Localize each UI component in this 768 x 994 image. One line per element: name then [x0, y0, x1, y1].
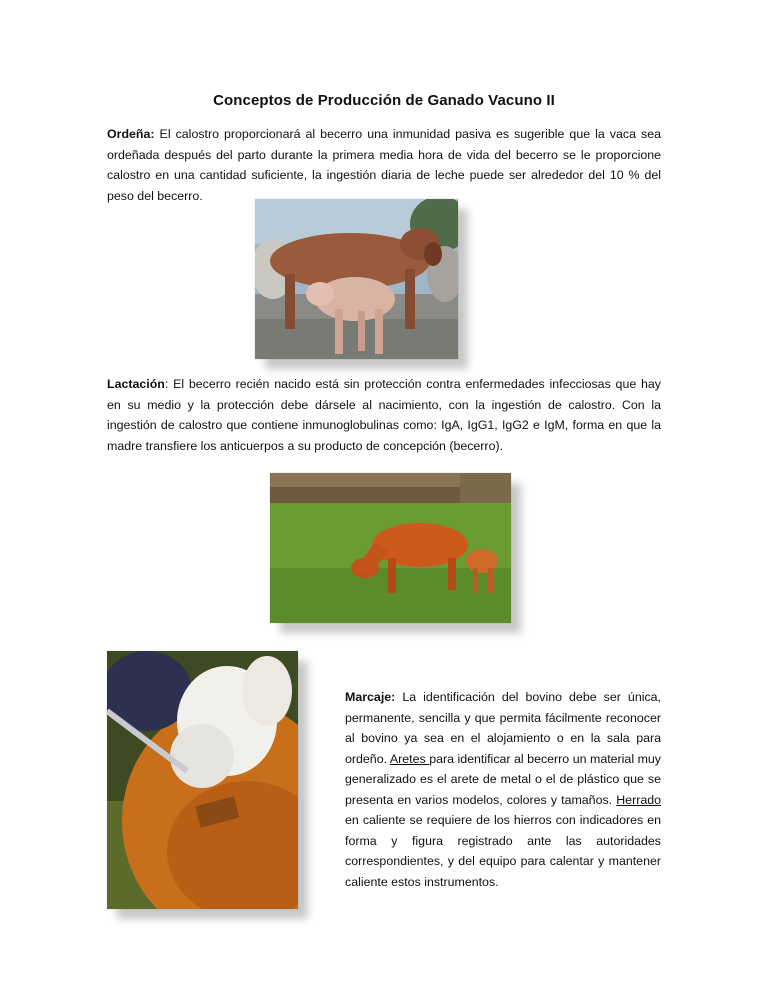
- cow-nursing-calf-photo: [255, 199, 458, 359]
- marcaje-text-3: en caliente se requiere de los hierros con indicadores en forma y figura registrado ante las autoridades correspondientes, y del equipo para calentar y mantener caliente estos instrumentos.: [345, 813, 661, 889]
- branding-calf-photo: [107, 651, 298, 909]
- marcaje-text-2: para identificar al becerro un material muy generalizado es el arete de metal o el de plástico que se presenta en varios modelos, colores y tamaños.: [345, 751, 661, 807]
- lactacion-paragraph: [107, 374, 661, 456]
- ordena-paragraph: [107, 124, 661, 206]
- herrado-term: Herrado: [616, 792, 661, 807]
- aretes-term: Aretes: [389, 751, 430, 766]
- marcaje-heading: Marcaje:: [345, 690, 396, 704]
- marcaje-paragraph: [345, 687, 661, 892]
- page-title: Conceptos de Producción de Ganado Vacuno II: [213, 92, 555, 109]
- lactacion-heading: Lactación: [107, 377, 165, 391]
- lactacion-text: : El becerro recién nacido está sin protección contra enfermedades infecciosas que hay en su medio y la protección debe dársele al nacimiento, con la ingestión de calostro. Con la ingestión de calostro que contiene inmunoglobulinas como: IgA, IgG1, IgG2 e IgM, forma en que la madre transfiere los anticuerpos a su producto de concepción (becerro).: [107, 377, 661, 453]
- ordena-text: El calostro proporcionará al becerro una inmunidad pasiva es sugerible que la vaca sea ordeñada después del parto durante la primera media hora de vida del becerro se le proporcione calostro en una cantidad suficiente, la ingestión diaria de leche puede ser alrededor del 10 % del peso del becerro.: [107, 127, 661, 203]
- cow-grazing-photo: [270, 473, 511, 623]
- ordena-heading: Ordeña:: [107, 127, 155, 141]
- marcaje-text-1: La identificación del bovino debe ser única, permanente, sencilla y que permita fácilmente reconocer al bovino ya sea en el alojamiento o en la sala para ordeño.: [345, 690, 661, 766]
